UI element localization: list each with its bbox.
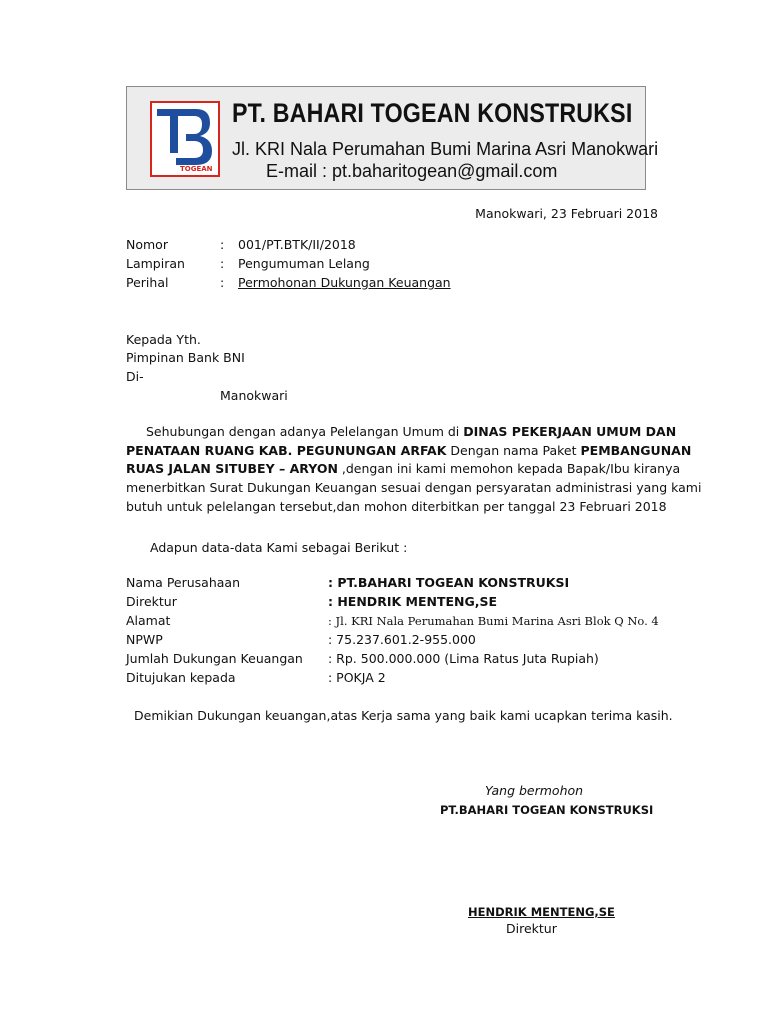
meta-value-nomor: 001/PT.BTK/II/2018 [238,237,356,252]
meta-value-lampiran: Pengumuman Lelang [238,256,370,271]
recipient-di: Di- [126,369,144,384]
recipient-greeting: Kepada Yth. [126,332,201,347]
recipient-name: Pimpinan Bank BNI [126,350,245,365]
detail-label: Alamat [126,613,171,628]
letter-date: Manokwari, 23 Februari 2018 [475,206,658,221]
meta-label-perihal: Perihal [126,275,169,290]
detail-label: Nama Perusahaan [126,575,241,590]
detail-value-npwp: : 75.237.601.2-955.000 [328,632,476,647]
signature-company: PT.BAHARI TOGEAN KONSTRUKSI [440,803,654,817]
detail-value-company: : PT.BAHARI TOGEAN KONSTRUKSI [328,575,570,590]
recipient-city: Manokwari [220,388,288,403]
meta-sep: : [220,256,225,271]
body-line: PENATAAN RUANG KAB. PEGUNUNGAN ARFAK Dengan nama Paket PEMBANGUNAN [126,442,692,458]
logo-text: TOGEAN [180,165,213,173]
meta-label-nomor: Nomor [126,237,168,252]
detail-label: NPWP [126,632,163,647]
detail-value-director: : HENDRIK MENTENG,SE [328,594,498,609]
intro-details: Adapun data-data Kami sebagai Berikut : [150,540,408,555]
closing-text: Demikian Dukungan keuangan,atas Kerja sama yang baik kami ucapkan terima kasih. [134,708,673,723]
meta-label-lampiran: Lampiran [126,256,185,271]
body-line: butuh untuk pelelangan tersebut,dan mohon diterbitkan per tanggal 23 Februari 2018 [126,498,667,514]
company-logo [150,101,220,177]
body-paragraph [126,423,702,517]
signature-salutation: Yang bermohon [485,783,584,798]
meta-sep: : [220,275,225,290]
company-email: E-mail : pt.baharitogean@gmail.com [266,161,558,181]
meta-sep: : [220,237,225,252]
signature-name: HENDRIK MENTENG,SE [468,905,615,919]
body-line: Sehubungan dengan adanya Pelelangan Umum di DINAS PEKERJAAN UMUM DAN [146,424,677,439]
detail-value-target: : POKJA 2 [328,670,386,685]
detail-label: Jumlah Dukungan Keuangan [126,651,303,666]
detail-label: Ditujukan kepada [126,670,236,685]
body-line: menerbitkan Surat Dukungan Keuangan sesuai dengan persyaratan administrasi yang kami [126,480,702,496]
body-line: RUAS JALAN SITUBEY – ARYON ,dengan ini kami memohon kepada Bapak/Ibu kiranya [126,461,681,477]
detail-label: Direktur [126,594,177,609]
company-name: PT. BAHARI TOGEAN KONSTRUKSI [232,98,633,128]
meta-value-perihal: Permohonan Dukungan Keuangan [238,275,451,290]
detail-value-amount: : Rp. 500.000.000 (Lima Ratus Juta Rupiah) [328,651,599,666]
detail-value-address: : Jl. KRI Nala Perumahan Bumi Marina Asri Blok Q No. 4 [328,614,659,628]
company-address: Jl. KRI Nala Perumahan Bumi Marina Asri Manokwari [232,139,659,159]
signature-title: Direktur [506,921,557,936]
